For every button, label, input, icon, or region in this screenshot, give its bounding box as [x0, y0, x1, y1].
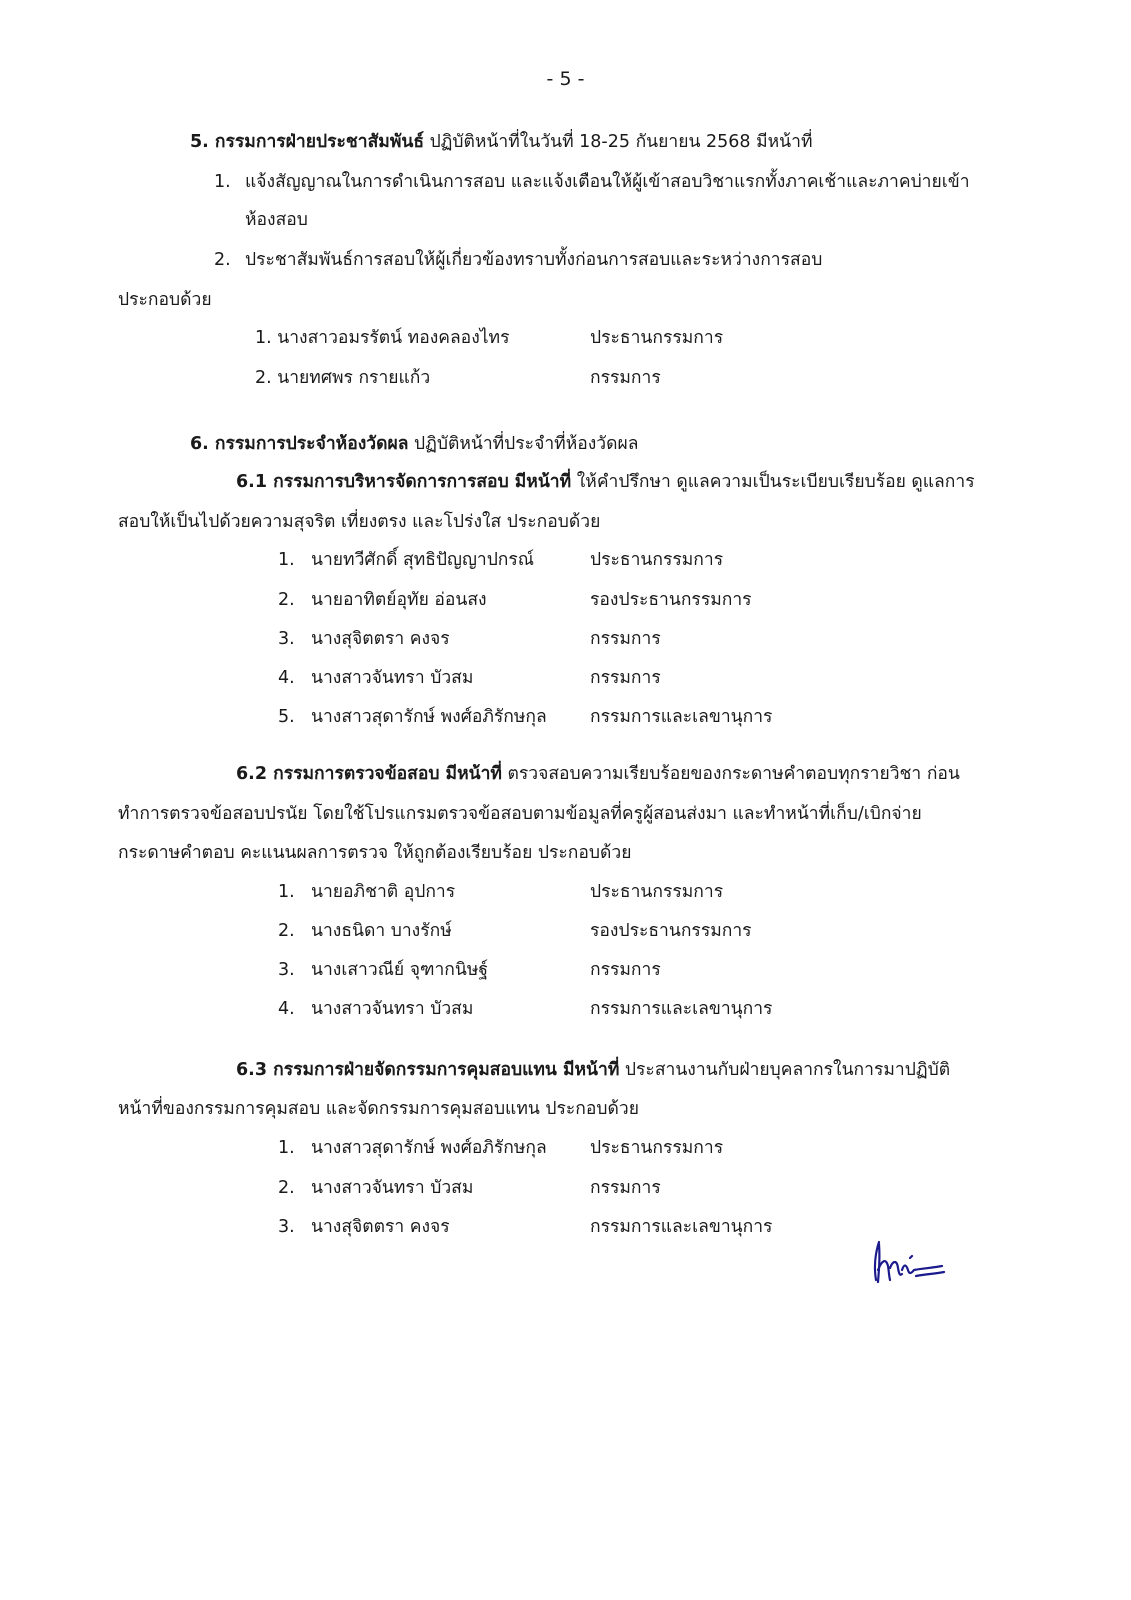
s61-m4-role: กรรมการ	[590, 668, 661, 688]
s5-duty-1-num: 1.	[214, 172, 231, 192]
s61-m1-role: ประธานกรรมการ	[590, 550, 724, 570]
s62-line-1	[236, 762, 960, 786]
section-6-heading: 6. กรรมการประจำห้องวัดผล	[190, 434, 409, 454]
s62-m4-role: กรรมการและเลขานุการ	[590, 999, 773, 1019]
s62-m3-role: กรรมการ	[590, 960, 661, 980]
s61-text-1: ให้คำปรึกษา ดูแลความเป็นระเบียบเรียบร้อย ดูแลการ	[571, 472, 975, 492]
section-5-heading: 5. กรรมการฝ่ายประชาสัมพันธ์	[190, 132, 425, 152]
handwritten-signature	[870, 1230, 960, 1290]
s62-text-2: ทำการตรวจข้อสอบปรนัย โดยใช้โปรแกรมตรวจข้อสอบตามข้อมูลที่ครูผู้สอนส่งมา และทำหน้าที่เก็บ/เบิกจ่าย	[118, 804, 922, 824]
section-6-line	[190, 432, 638, 456]
s62-m1-num: 1.	[278, 882, 295, 902]
s5-duty-1-line-2: ห้องสอบ	[245, 210, 308, 230]
s63-line-1	[236, 1058, 950, 1082]
s63-m1-role: ประธานกรรมการ	[590, 1138, 724, 1158]
s61-m1-num: 1.	[278, 550, 295, 570]
s61-m2-name: นายอาทิตย์อุทัย อ่อนสง	[311, 590, 487, 610]
s61-m2-role: รองประธานกรรมการ	[590, 590, 752, 610]
section-6-intro: ปฏิบัติหน้าที่ประจำที่ห้องวัดผล	[408, 434, 639, 454]
s63-m2-role: กรรมการ	[590, 1178, 661, 1198]
s61-m3-num: 3.	[278, 629, 295, 649]
section-5-intro: ปฏิบัติหน้าที่ในวันที่ 18-25 กันยายน 2568 มีหน้าที่	[424, 132, 813, 152]
s5-duty-2-num: 2.	[214, 250, 231, 270]
s62-m4-name: นางสาวจันทรา บัวสม	[311, 999, 474, 1019]
s62-heading: 6.2 กรรมการตรวจข้อสอบ มีหน้าที่	[236, 764, 502, 784]
s62-m3-name: นางเสาวณีย์ จุฑากนิษฐ์	[311, 960, 489, 980]
s5-member-2-role: กรรมการ	[590, 368, 661, 388]
s61-m1-name: นายทวีศักดิ์ สุทธิปัญญาปกรณ์	[311, 550, 535, 570]
s62-m1-role: ประธานกรรมการ	[590, 882, 724, 902]
s63-m1-name: นางสาวสุดารักษ์ พงศ์อภิรักษกุล	[311, 1138, 547, 1158]
s62-text-3: กระดาษคำตอบ คะแนนผลการตรวจ ให้ถูกต้องเรียบร้อย ประกอบด้วย	[118, 843, 632, 863]
s61-m5-name: นางสาวสุดารักษ์ พงศ์อภิรักษกุล	[311, 707, 547, 727]
s5-duty-2-line-1: ประชาสัมพันธ์การสอบให้ผู้เกี่ยวข้องทราบทั้งก่อนการสอบและระหว่างการสอบ	[245, 250, 823, 270]
page-number: - 5 -	[546, 68, 585, 90]
s5-member-1-name: 1. นางสาวอมรรัตน์ ทองคลองไทร	[255, 328, 510, 348]
s61-m3-name: นางสุจิตตรา คงจร	[311, 629, 450, 649]
s63-m3-role: กรรมการและเลขานุการ	[590, 1217, 773, 1237]
s63-m3-name: นางสุจิตตรา คงจร	[311, 1217, 450, 1237]
s61-m4-num: 4.	[278, 668, 295, 688]
s62-m2-num: 2.	[278, 921, 295, 941]
s5-member-1-role: ประธานกรรมการ	[590, 328, 724, 348]
s61-m2-num: 2.	[278, 590, 295, 610]
s63-m3-num: 3.	[278, 1217, 295, 1237]
s5-member-2-name: 2. นายทศพร กรายแก้ว	[255, 368, 431, 388]
s5-duty-1-line-1: แจ้งสัญญาณในการดำเนินการสอบ และแจ้งเตือนให้ผู้เข้าสอบวิชาแรกทั้งภาคเช้าและภาคบ่ายเข้า	[245, 172, 970, 192]
s62-m4-num: 4.	[278, 999, 295, 1019]
s63-heading: 6.3 กรรมการฝ่ายจัดกรรมการคุมสอบแทน มีหน้าที่	[236, 1060, 620, 1080]
s63-m1-num: 1.	[278, 1138, 295, 1158]
s62-m2-name: นางธนิดา บางรักษ์	[311, 921, 452, 941]
s62-text-1: ตรวจสอบความเรียบร้อยของกระดาษคำตอบทุกรายวิชา ก่อน	[501, 764, 960, 784]
s61-m3-role: กรรมการ	[590, 629, 661, 649]
s61-m5-role: กรรมการและเลขานุการ	[590, 707, 773, 727]
s62-m2-role: รองประธานกรรมการ	[590, 921, 752, 941]
s63-m2-num: 2.	[278, 1178, 295, 1198]
s62-m3-num: 3.	[278, 960, 295, 980]
s63-m2-name: นางสาวจันทรา บัวสม	[311, 1178, 474, 1198]
s61-m4-name: นางสาวจันทรา บัวสม	[311, 668, 474, 688]
s5-consists: ประกอบด้วย	[118, 290, 212, 310]
s62-m1-name: นายอภิชาติ อุปการ	[311, 882, 456, 902]
s61-text-2: สอบให้เป็นไปด้วยความสุจริต เที่ยงตรง และโปร่งใส ประกอบด้วย	[118, 512, 601, 532]
s63-text-2: หน้าที่ของกรรมการคุมสอบ และจัดกรรมการคุมสอบแทน ประกอบด้วย	[118, 1099, 639, 1119]
section-5-line	[190, 130, 813, 154]
s61-heading: 6.1 กรรมการบริหารจัดการการสอบ มีหน้าที่	[236, 472, 572, 492]
s61-m5-num: 5.	[278, 707, 295, 727]
s61-line-1	[236, 470, 975, 494]
s63-text-1: ประสานงานกับฝ่ายบุคลากรในการมาปฏิบัติ	[619, 1060, 951, 1080]
